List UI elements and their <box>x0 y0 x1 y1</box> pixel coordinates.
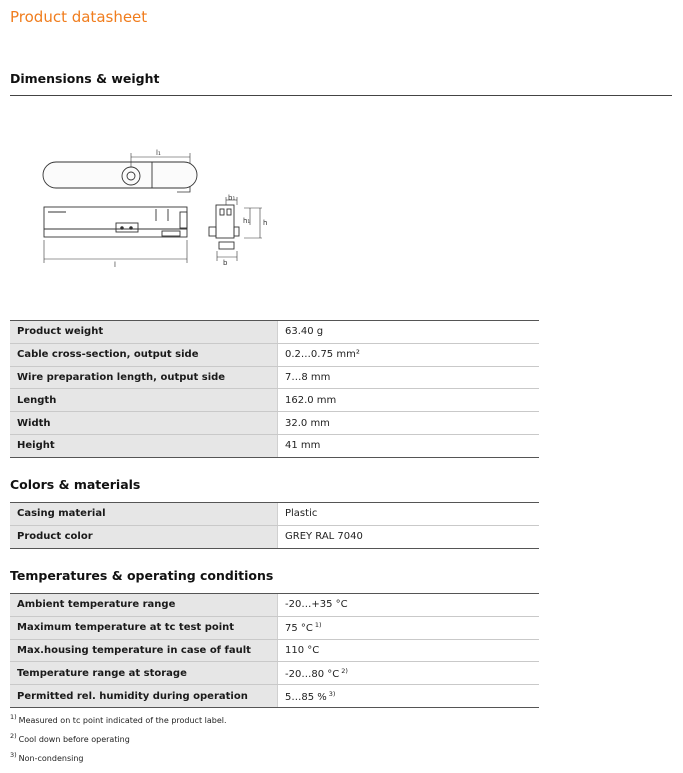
spec-value <box>278 662 540 685</box>
spec-value <box>278 685 540 708</box>
footnote-text: Non-condensing <box>18 754 84 763</box>
section-title-colors: Colors & materials <box>10 477 141 492</box>
dim-label-b1: b₁ <box>228 194 236 202</box>
dim-label-l1: l₁ <box>156 149 161 157</box>
spec-label: Product color <box>10 525 278 548</box>
spec-label: Max.housing temperature in case of fault <box>10 639 278 662</box>
spec-label: Maximum temperature at tc test point <box>10 616 278 639</box>
dim-label-h: h <box>263 219 268 227</box>
page-title: Product datasheet <box>10 8 148 26</box>
table-row <box>10 616 539 639</box>
footnote <box>10 732 227 751</box>
table-row <box>10 662 539 685</box>
table-row <box>10 343 539 366</box>
value-text: -20…80 °C <box>285 668 340 680</box>
spec-value: 162.0 mm <box>278 389 540 412</box>
footnote <box>10 751 227 770</box>
footnote-ref: 1) <box>314 621 322 630</box>
spec-label: Height <box>10 434 278 457</box>
footnote-ref: 2) <box>341 666 348 675</box>
spec-value: 63.40 g <box>278 321 540 344</box>
spec-label: Permitted rel. humidity during operation <box>10 685 278 708</box>
table-row <box>10 639 539 662</box>
table-row <box>10 366 539 389</box>
temperatures-table <box>10 593 539 708</box>
section-title-dimensions: Dimensions & weight <box>10 71 160 86</box>
spec-label: Product weight <box>10 321 278 344</box>
spec-value <box>278 616 540 639</box>
spec-value: 7…8 mm <box>278 366 540 389</box>
spec-label: Width <box>10 412 278 435</box>
spec-label: Cable cross-section, output side <box>10 343 278 366</box>
spec-label: Ambient temperature range <box>10 594 278 617</box>
section-title-temperatures: Temperatures & operating conditions <box>10 568 274 583</box>
table-row <box>10 321 539 344</box>
spec-label: Length <box>10 389 278 412</box>
table-row <box>10 685 539 708</box>
spec-label: Casing material <box>10 503 278 526</box>
table-row <box>10 389 539 412</box>
footnote-mark: 1) <box>10 713 17 721</box>
spec-value: 32.0 mm <box>278 412 540 435</box>
table-row <box>10 503 539 526</box>
value-text: 110 °C <box>285 644 320 656</box>
table-row <box>10 594 539 617</box>
footnote-mark: 2) <box>10 732 17 740</box>
table-row <box>10 434 539 457</box>
dimensions-table <box>10 320 539 458</box>
spec-value: Plastic <box>278 503 540 526</box>
value-text: 75 °C <box>285 623 313 635</box>
spec-label: Temperature range at storage <box>10 662 278 685</box>
footnote <box>10 713 227 732</box>
footnote-mark: 3) <box>10 751 17 759</box>
value-text: 5…85 % <box>285 691 327 703</box>
value-text: -20…+35 °C <box>285 599 348 611</box>
table-row <box>10 525 539 548</box>
section-divider <box>10 95 672 96</box>
footnote-text: Cool down before operating <box>18 735 130 744</box>
spec-value: GREY RAL 7040 <box>278 525 540 548</box>
dim-label-b: b <box>223 259 228 267</box>
footnote-text: Measured on tc point indicated of the product label. <box>18 716 227 725</box>
footnote-ref: 3) <box>328 689 336 698</box>
colors-table <box>10 502 539 549</box>
spec-value: 41 mm <box>278 434 540 457</box>
spec-value <box>278 639 540 662</box>
spec-label: Wire preparation length, output side <box>10 366 278 389</box>
dim-label-l: l <box>114 261 116 269</box>
dimension-drawing <box>36 145 276 270</box>
spec-value: 0.2…0.75 mm² <box>278 343 540 366</box>
footnotes <box>10 713 227 770</box>
dim-label-h1: h₁ <box>243 217 251 225</box>
spec-value <box>278 594 540 617</box>
table-row <box>10 412 539 435</box>
